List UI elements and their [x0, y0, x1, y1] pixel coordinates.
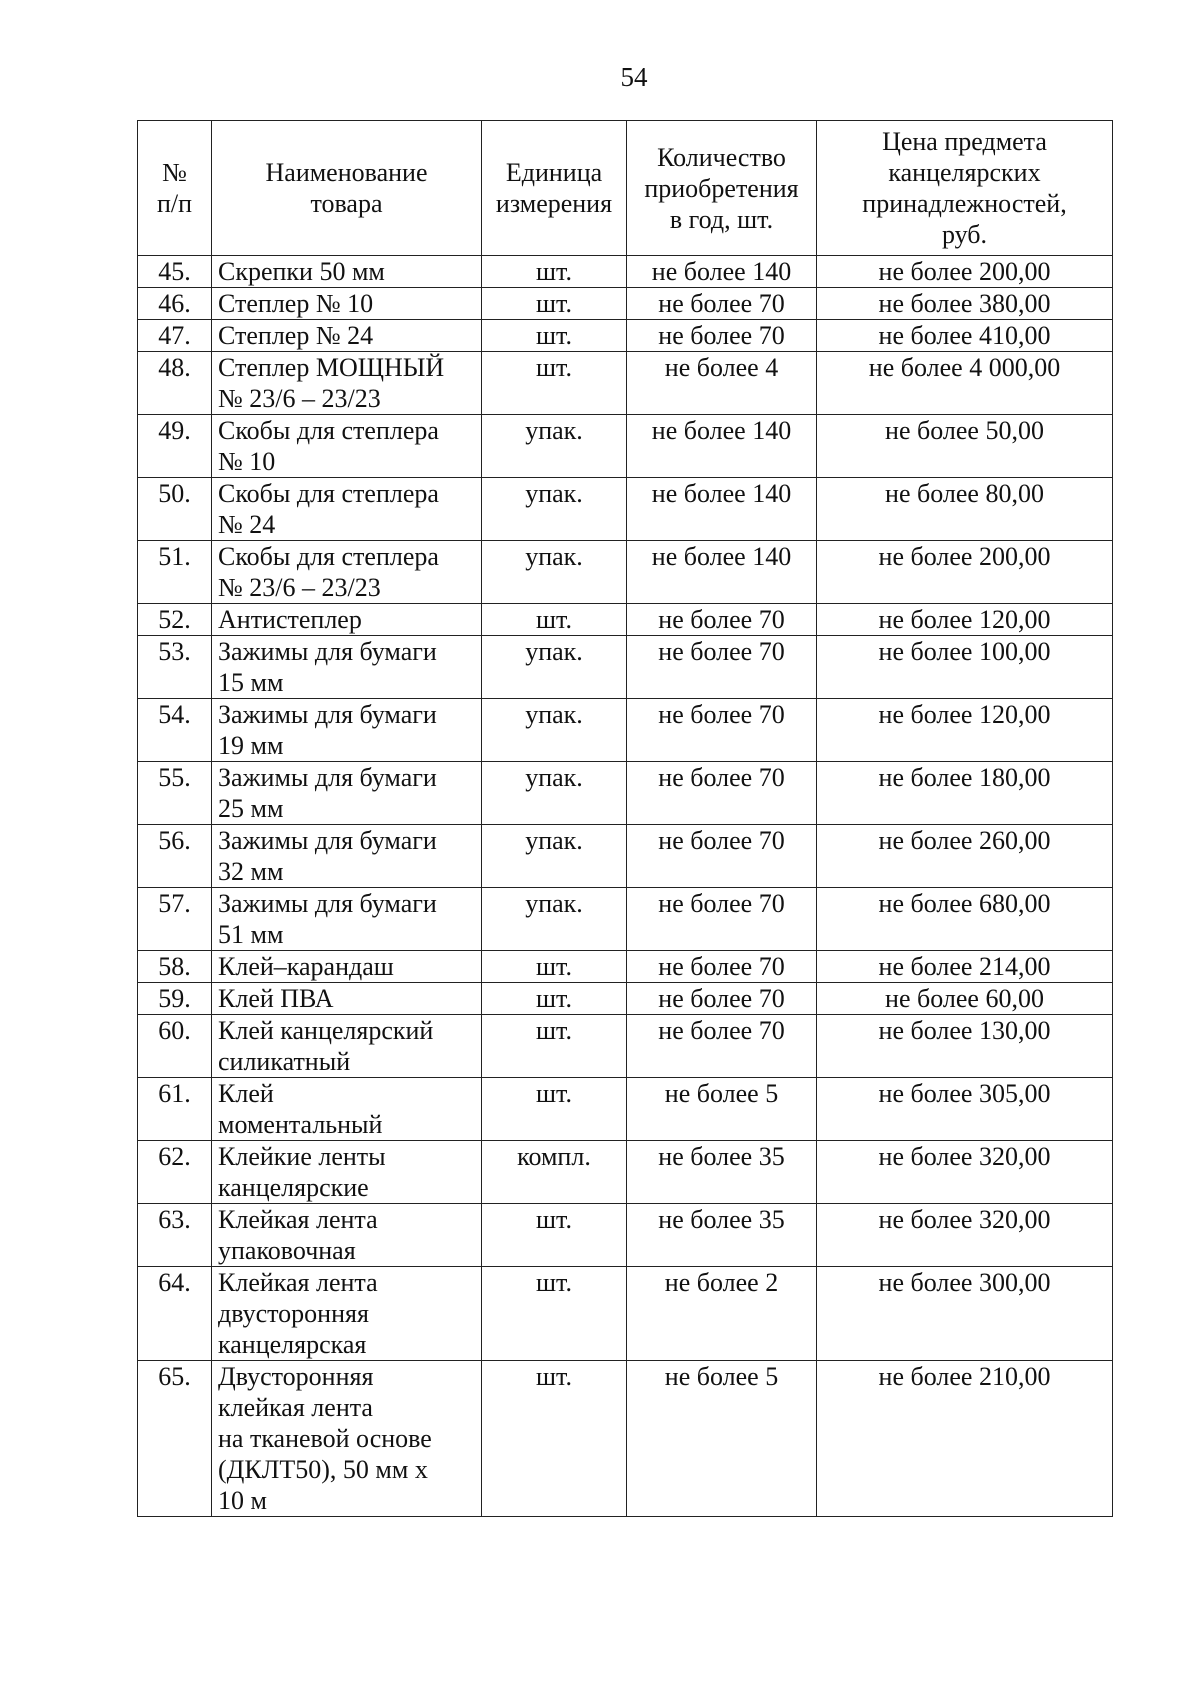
- row-unit: шт.: [482, 288, 627, 320]
- table-row: [138, 1361, 1113, 1517]
- header-price: Цена предмета канцелярских принадлежностей, руб.: [817, 121, 1113, 256]
- row-name: Скобы для степлера № 23/6 – 23/23: [212, 541, 482, 604]
- row-number: 54.: [138, 699, 212, 762]
- row-quantity: не более 2: [627, 1267, 817, 1361]
- row-number: 47.: [138, 320, 212, 352]
- row-unit: шт.: [482, 1361, 627, 1517]
- row-unit: шт.: [482, 320, 627, 352]
- row-price: не более 380,00: [817, 288, 1113, 320]
- row-price: не более 120,00: [817, 604, 1113, 636]
- row-unit: упак.: [482, 888, 627, 951]
- row-number: 63.: [138, 1204, 212, 1267]
- table-header-row: [138, 121, 1113, 256]
- row-quantity: не более 5: [627, 1361, 817, 1517]
- row-number: 61.: [138, 1078, 212, 1141]
- row-price: не более 320,00: [817, 1141, 1113, 1204]
- row-price: не более 50,00: [817, 415, 1113, 478]
- row-price: не более 4 000,00: [817, 352, 1113, 415]
- row-quantity: не более 70: [627, 636, 817, 699]
- table-body: [138, 256, 1113, 1517]
- row-name: Зажимы для бумаги 19 мм: [212, 699, 482, 762]
- row-name: Степлер № 24: [212, 320, 482, 352]
- row-price: не более 410,00: [817, 320, 1113, 352]
- row-quantity: не более 70: [627, 888, 817, 951]
- row-number: 52.: [138, 604, 212, 636]
- row-price: не более 120,00: [817, 699, 1113, 762]
- table-row: [138, 636, 1113, 699]
- table-row: [138, 1141, 1113, 1204]
- row-price: не более 100,00: [817, 636, 1113, 699]
- row-number: 60.: [138, 1015, 212, 1078]
- row-unit: шт.: [482, 1078, 627, 1141]
- row-price: не более 300,00: [817, 1267, 1113, 1361]
- row-name: Клей канцелярский силикатный: [212, 1015, 482, 1078]
- row-price: не более 200,00: [817, 541, 1113, 604]
- row-price: не более 60,00: [817, 983, 1113, 1015]
- table-row: [138, 1078, 1113, 1141]
- row-unit: упак.: [482, 636, 627, 699]
- table-row: [138, 1015, 1113, 1078]
- row-number: 53.: [138, 636, 212, 699]
- row-number: 50.: [138, 478, 212, 541]
- table-row: [138, 825, 1113, 888]
- table-row: [138, 541, 1113, 604]
- row-quantity: не более 35: [627, 1141, 817, 1204]
- row-quantity: не более 70: [627, 762, 817, 825]
- row-number: 48.: [138, 352, 212, 415]
- row-number: 65.: [138, 1361, 212, 1517]
- row-unit: упак.: [482, 415, 627, 478]
- row-unit: шт.: [482, 352, 627, 415]
- row-unit: шт.: [482, 256, 627, 288]
- table-row: [138, 1204, 1113, 1267]
- row-name: Клей–карандаш: [212, 951, 482, 983]
- row-number: 56.: [138, 825, 212, 888]
- row-name: Клей ПВА: [212, 983, 482, 1015]
- row-number: 51.: [138, 541, 212, 604]
- row-name: Клей моментальный: [212, 1078, 482, 1141]
- row-price: не более 214,00: [817, 951, 1113, 983]
- row-quantity: не более 5: [627, 1078, 817, 1141]
- row-number: 64.: [138, 1267, 212, 1361]
- table-row: [138, 352, 1113, 415]
- row-name: Клейкая лента упаковочная: [212, 1204, 482, 1267]
- row-name: Скобы для степлера № 24: [212, 478, 482, 541]
- row-quantity: не более 70: [627, 825, 817, 888]
- row-unit: компл.: [482, 1141, 627, 1204]
- row-name: Степлер № 10: [212, 288, 482, 320]
- row-unit: упак.: [482, 762, 627, 825]
- row-quantity: не более 140: [627, 541, 817, 604]
- row-price: не более 305,00: [817, 1078, 1113, 1141]
- row-quantity: не более 4: [627, 352, 817, 415]
- row-quantity: не более 35: [627, 1204, 817, 1267]
- row-name: Степлер МОЩНЫЙ № 23/6 – 23/23: [212, 352, 482, 415]
- row-quantity: не более 70: [627, 983, 817, 1015]
- row-number: 45.: [138, 256, 212, 288]
- row-name: Скобы для степлера № 10: [212, 415, 482, 478]
- row-name: Антистеплер: [212, 604, 482, 636]
- header-unit: Единица измерения: [482, 121, 627, 256]
- row-unit: шт.: [482, 1204, 627, 1267]
- table-row: [138, 983, 1113, 1015]
- row-name: Зажимы для бумаги 15 мм: [212, 636, 482, 699]
- row-quantity: не более 70: [627, 951, 817, 983]
- table-row: [138, 604, 1113, 636]
- row-unit: упак.: [482, 541, 627, 604]
- row-number: 58.: [138, 951, 212, 983]
- row-number: 46.: [138, 288, 212, 320]
- row-unit: шт.: [482, 1015, 627, 1078]
- row-unit: шт.: [482, 604, 627, 636]
- row-quantity: не более 70: [627, 288, 817, 320]
- row-quantity: не более 70: [627, 1015, 817, 1078]
- table-row: [138, 256, 1113, 288]
- row-unit: шт.: [482, 983, 627, 1015]
- table-row: [138, 320, 1113, 352]
- row-name: Зажимы для бумаги 25 мм: [212, 762, 482, 825]
- row-quantity: не более 70: [627, 604, 817, 636]
- header-name: Наименование товара: [212, 121, 482, 256]
- header-quantity: Количество приобретения в год, шт.: [627, 121, 817, 256]
- row-unit: шт.: [482, 1267, 627, 1361]
- table-row: [138, 478, 1113, 541]
- row-name: Скрепки 50 мм: [212, 256, 482, 288]
- row-quantity: не более 140: [627, 415, 817, 478]
- table-row: [138, 762, 1113, 825]
- row-number: 59.: [138, 983, 212, 1015]
- row-price: не более 260,00: [817, 825, 1113, 888]
- table-row: [138, 699, 1113, 762]
- row-price: не более 180,00: [817, 762, 1113, 825]
- row-unit: упак.: [482, 478, 627, 541]
- row-name: Клейкие ленты канцелярские: [212, 1141, 482, 1204]
- header-number: № п/п: [138, 121, 212, 256]
- row-price: не более 320,00: [817, 1204, 1113, 1267]
- row-quantity: не более 70: [627, 699, 817, 762]
- row-number: 55.: [138, 762, 212, 825]
- table-row: [138, 951, 1113, 983]
- row-quantity: не более 140: [627, 478, 817, 541]
- row-unit: упак.: [482, 825, 627, 888]
- row-quantity: не более 140: [627, 256, 817, 288]
- row-price: не более 680,00: [817, 888, 1113, 951]
- row-price: не более 130,00: [817, 1015, 1113, 1078]
- page-number: 54: [620, 62, 648, 92]
- table-row: [138, 415, 1113, 478]
- row-price: не более 80,00: [817, 478, 1113, 541]
- row-number: 62.: [138, 1141, 212, 1204]
- supplies-table: [137, 120, 1113, 1517]
- row-name: Клейкая лента двусторонняя канцелярская: [212, 1267, 482, 1361]
- row-quantity: не более 70: [627, 320, 817, 352]
- row-unit: упак.: [482, 699, 627, 762]
- row-price: не более 200,00: [817, 256, 1113, 288]
- row-price: не более 210,00: [817, 1361, 1113, 1517]
- row-unit: шт.: [482, 951, 627, 983]
- row-name: Двусторонняя клейкая лента на тканевой основе (ДКЛТ50), 50 мм х 10 м: [212, 1361, 482, 1517]
- row-number: 49.: [138, 415, 212, 478]
- table-row: [138, 888, 1113, 951]
- row-number: 57.: [138, 888, 212, 951]
- row-name: Зажимы для бумаги 51 мм: [212, 888, 482, 951]
- table-row: [138, 288, 1113, 320]
- table-row: [138, 1267, 1113, 1361]
- row-name: Зажимы для бумаги 32 мм: [212, 825, 482, 888]
